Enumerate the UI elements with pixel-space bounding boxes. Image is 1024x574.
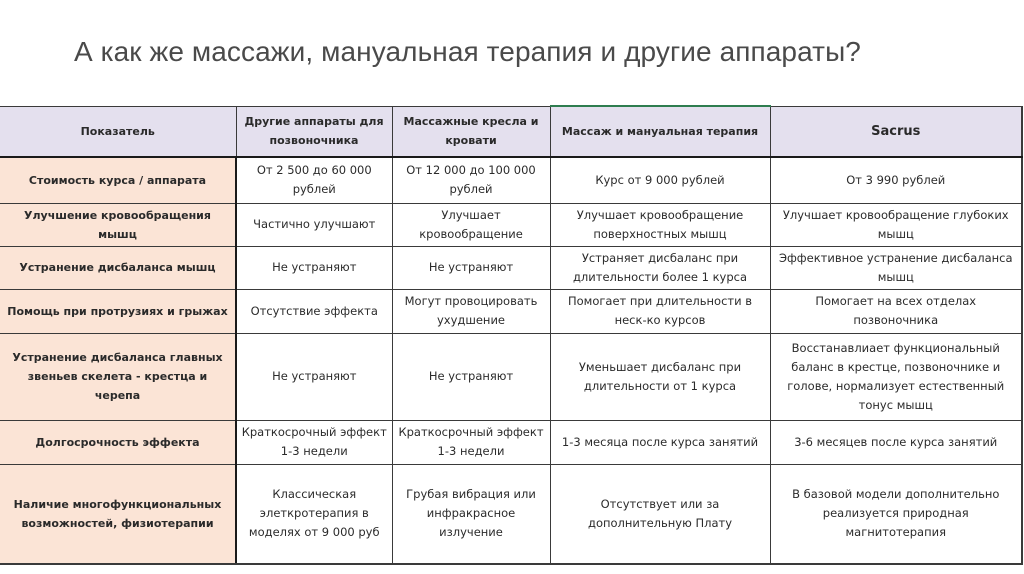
table-cell: Частично улучшают [236, 203, 392, 246]
table-cell: Классическая элеткротерапия в моделях от 9 000 руб [236, 464, 392, 564]
table-row [0, 420, 1022, 464]
table-cell: 1-3 месяца после курса занятий [550, 420, 770, 464]
header-indicator: Показатель [0, 106, 236, 157]
table-cell: Восстанавлиает функциональный баланс в крестце, позвоночнике и голове, нормализует естественный тонус мышц [770, 333, 1022, 420]
row-label: Наличие многофункциональных возможностей, физиотерапии [0, 464, 236, 564]
table-cell: Улучшает кровообращение поверхностных мышц [550, 203, 770, 246]
table-cell: Не устраняют [236, 246, 392, 289]
slide-title: А как же массажи, мануальная терапия и другие аппараты? [74, 36, 861, 67]
table-cell: Отсутствие эффекта [236, 289, 392, 333]
table-cell: Улучшает кровообращение [392, 203, 550, 246]
table-cell: Краткосрочный эффект 1-3 недели [392, 420, 550, 464]
table-cell: От 2 500 до 60 000 рублей [236, 157, 392, 203]
table-cell: Не устраняют [392, 246, 550, 289]
table-cell: Уменьшает дисбаланс при длительности от 1 курса [550, 333, 770, 420]
table-row [0, 333, 1022, 420]
table-cell: Краткосрочный эффект 1-3 недели [236, 420, 392, 464]
table-row [0, 203, 1022, 246]
row-label: Устранение дисбаланса мышц [0, 246, 236, 289]
table-cell: Не устраняют [392, 333, 550, 420]
table-cell: От 12 000 до 100 000 рублей [392, 157, 550, 203]
table-cell: Улучшает кровообращение глубоких мышц [770, 203, 1022, 246]
row-label: Устранение дисбаланса главных звеньев скелета - крестца и черепа [0, 333, 236, 420]
row-label: Долгосрочность эффекта [0, 420, 236, 464]
table-row [0, 464, 1022, 564]
row-label: Стоимость курса / аппарата [0, 157, 236, 203]
header-massage-manual-therapy: Массаж и мануальная терапия [550, 106, 770, 157]
table-cell: Отсутствует или за дополнительную Плату [550, 464, 770, 564]
table-cell: Не устраняют [236, 333, 392, 420]
table-cell: Могут провоцировать ухудшение [392, 289, 550, 333]
row-label: Улучшение кровообращения мышц [0, 203, 236, 246]
row-label: Помощь при протрузиях и грыжах [0, 289, 236, 333]
comparison-table-container [0, 105, 1022, 565]
header-other-devices: Другие аппараты для позвоночника [236, 106, 392, 157]
comparison-table [0, 105, 1023, 565]
table-cell: Грубая вибрация или инфракрасное излучение [392, 464, 550, 564]
header-massage-chairs: Массажные кресла и кровати [392, 106, 550, 157]
table-cell: Курс от 9 000 рублей [550, 157, 770, 203]
table-row [0, 157, 1022, 203]
table-cell: Помогает при длительности в неск-ко курсов [550, 289, 770, 333]
table-cell: 3-6 месяцев после курса занятий [770, 420, 1022, 464]
table-cell: Помогает на всех отделах позвоночника [770, 289, 1022, 333]
table-row [0, 246, 1022, 289]
table-cell: Эффективное устранение дисбаланса мышц [770, 246, 1022, 289]
table-cell: В базовой модели дополнительно реализуется природная магнитотерапия [770, 464, 1022, 564]
table-cell: Устраняет дисбаланс при длительности более 1 курса [550, 246, 770, 289]
table-row [0, 289, 1022, 333]
table-cell: От 3 990 рублей [770, 157, 1022, 203]
table-header-row [0, 106, 1022, 157]
header-sacrus: Sacrus [770, 106, 1022, 157]
